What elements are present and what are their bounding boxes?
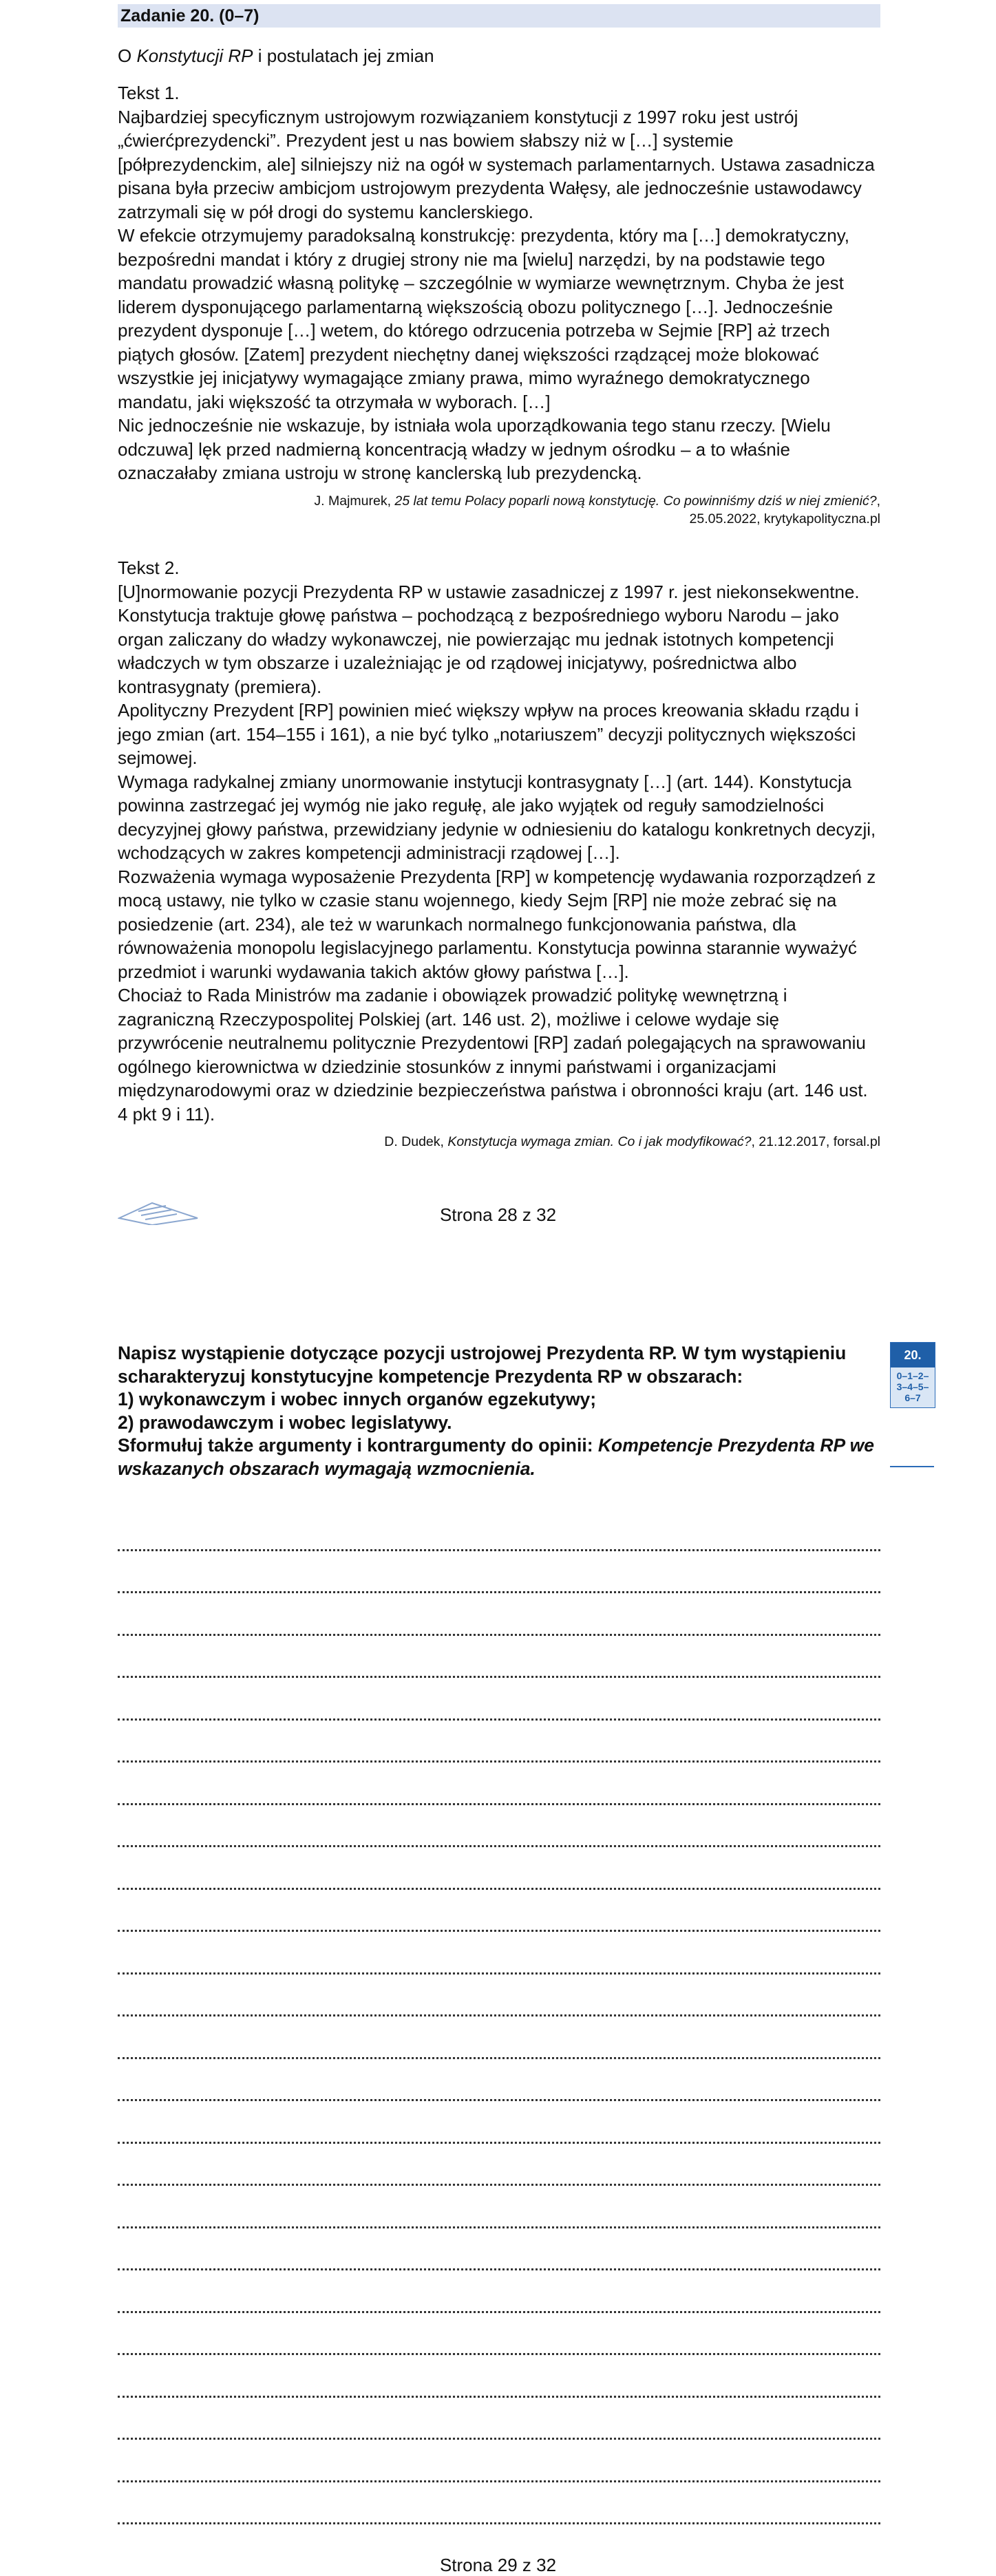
tekst-1 (118, 81, 880, 528)
answer-line[interactable] (118, 2355, 880, 2398)
subtitle-suffix: i postulatach jej zmian (253, 45, 434, 66)
answer-line[interactable] (118, 1551, 880, 1594)
answer-line[interactable] (118, 2440, 880, 2482)
tekst-2 (118, 556, 880, 1151)
tekst-2-title: Tekst 2. (118, 557, 180, 578)
answer-line[interactable] (118, 2313, 880, 2356)
answer-line[interactable] (118, 2144, 880, 2186)
page-29 (0, 1232, 996, 2575)
answer-line[interactable] (118, 2228, 880, 2271)
answer-line[interactable] (118, 2398, 880, 2440)
answer-line[interactable] (118, 2482, 880, 2525)
answer-line[interactable] (118, 1805, 880, 1848)
answer-line[interactable] (118, 1509, 880, 1551)
tekst-2-paragraph: Apolityczny Prezydent [RP] powinien mieć większy wpływ na proces kreowania składu rządu i jego zmian (art. 154–155 i 161), a nie być tylko „notariuszem” decyzji politycznych większości sejmowej. (118, 700, 859, 768)
score-points-row: 3–4–5– (896, 1381, 929, 1392)
answer-line[interactable] (118, 2059, 880, 2102)
instruction-prefix: Sformułuj także argumenty i kontrargumenty do opinii: (118, 1435, 598, 1456)
tekst-1-paragraph: Najbardziej specyficznym ustrojowym rozwiązaniem konstytucji z 1997 roku jest ustrój „ćwierćprezydencki”. Prezydent jest u nas bowiem słabszy niż w […] systemie [półprezydenckim, ale] silniejszy niż na ogół w systemach parlamentarnych. Ustawa zasadnicza pisana była przeciw ambicjom ustrojowym prezydenta Wałęsy, ale jednocześnie ustawodawcy zatrzymali się w pół drogi do systemu kanclerskiego. (118, 106, 875, 222)
source-title: Konstytucja wymaga zmian. Co i jak modyfikować? (447, 1134, 752, 1149)
answer-line[interactable] (118, 1678, 880, 1721)
answer-line[interactable] (118, 1932, 880, 1974)
answer-line[interactable] (118, 1763, 880, 1805)
answer-line[interactable] (118, 2270, 880, 2313)
subtitle-prefix: O (118, 45, 137, 66)
tekst-1-source (118, 492, 880, 528)
answer-area[interactable] (118, 1509, 880, 2524)
source-date: 25.05.2022, krytykapolityczna.pl (689, 511, 880, 526)
page-28 (0, 0, 996, 1232)
source-rest: , 21.12.2017, forsal.pl (751, 1134, 880, 1149)
instruction-line: 1) wykonawczym i wobec innych organów egzekutywy; (118, 1389, 597, 1409)
answer-line[interactable] (118, 1721, 880, 1763)
tekst-2-paragraph: Wymaga radykalnej zmiany unormowanie instytucji kontrasygnaty […] (art. 144). Konstytucja powinna zastrzegać jej wymóg nie jako regułę, ale jako wyjątek od reguły samodzielności decyzyjnej głowy państwa, przewidziany jedynie w odniesieniu do katalogu konkretnych decyzji, wchodzących w zakres kompetencji administracji rządowej […]. (118, 771, 876, 863)
subtitle-italic: Konstytucji RP (136, 45, 253, 66)
page-number: Strona 29 z 32 (439, 2555, 557, 2575)
instruction-line (118, 1434, 889, 1480)
answer-line[interactable] (118, 2101, 880, 2144)
tekst-1-title: Tekst 1. (118, 83, 180, 103)
instruction-opinion: Kompetencje Prezydenta RP we wskazanych obszarach wymagają wzmocnienia. (118, 1435, 874, 1479)
tekst-1-paragraph: W efekcie otrzymujemy paradoksalną konstrukcję: prezydenta, który ma […] demokratyczny, bezpośredni mandat i który z drugiej strony nie ma [wielu] narzędzi, by na podstawie tego mandatu prowadzić własną politykę – szczególnie w wymiarze wewnętrznym. Chyba że jest liderem dysponującego parlamentarną większością obozu politycznego […]. Jednocześnie prezydent dysponuje […] wetem, do którego odrzucenia potrzeba w Sejmie [RP] aż trzech piątych głosów. [Zatem] prezydent niechętny danej większości rządzącej może blokować wszystkie jej inicjatywy wymagające zmiany prawa, mimo wyraźnego demokratycznego mandatu, jaki większość ta otrzymała w wyborach. […] (118, 225, 850, 412)
score-divider (890, 1466, 934, 1467)
answer-line[interactable] (118, 1593, 880, 1636)
tekst-2-source (118, 1133, 880, 1151)
task-header: Zadanie 20. (0–7) (118, 4, 880, 28)
instruction-line: 2) prawodawczym i wobec legislatywy. (118, 1412, 452, 1433)
score-points-row: 6–7 (904, 1392, 921, 1403)
tekst-1-paragraph: Nic jednocześnie nie wskazuje, by istniała wola uporządkowania tego stanu rzeczy. [Wielu odczuwa] lęk przed nadmierną koncentracją władzy w jednym ośrodku – a to właśnie oznaczałaby zmiana ustroju w stronę kanclerską lub prezydencką. (118, 415, 831, 483)
answer-line[interactable] (118, 1847, 880, 1890)
tekst-2-paragraph: [U]normowanie pozycji Prezydenta RP w ustawie zasadniczej z 1997 r. jest niekonsekwentne. Konstytucja traktuje głowę państwa – pochodzącą z bezpośredniego wyboru Narodu – jako organ zaliczany do władzy wykonawczej, nie powierzając mu jednak istotnych kompetencji władczych w tym obszarze i uzależniając je od rządowej inicjatywy, pośrednictwa albo kontrasygnaty (premiera). (118, 581, 860, 697)
answer-line[interactable] (118, 1974, 880, 2017)
source-rest: , (876, 493, 880, 509)
answer-line[interactable] (118, 1890, 880, 1933)
page-number: Strona 28 z 32 (439, 1204, 557, 1225)
score-points (891, 1367, 935, 1407)
answer-line[interactable] (118, 1636, 880, 1679)
score-points-row: 0–1–2– (896, 1370, 929, 1381)
score-box (890, 1342, 935, 1408)
source-title: 25 lat temu Polacy poparli nową konstytucję. Co powinniśmy dziś w niej zmienić? (394, 493, 877, 509)
task-subtitle (118, 45, 880, 67)
source-author: D. Dudek, (384, 1134, 448, 1149)
answer-line[interactable] (118, 2186, 880, 2228)
tekst-2-paragraph: Rozważenia wymaga wyposażenie Prezydenta [RP] w kompetencję wydawania rozporządzeń z mocą ustawy, nie tylko w czasie stanu wojennego, kiedy Sejm [RP] nie może zebrać się na posiedzenie (art. 234), ale też w warunkach normalnego funkcjonowania państwa, dla równoważenia monopolu legislacyjnego parlamentu. Konstytucja powinna starannie wyważyć przedmiot i warunki wydawania takich aktów głowy państwa […]. (118, 866, 876, 982)
score-task-number: 20. (891, 1343, 935, 1367)
tekst-2-paragraph: Chociaż to Rada Ministrów ma zadanie i obowiązek prowadzić politykę wewnętrzną i zagraniczną Rzeczypospolitej Polskiej (art. 146 ust. 2), możliwe i celowe wydaje się przywrócenie neutralnemu politycznie Prezydentowi [RP] zadań polegających na sprawowaniu ogólnego kierownictwa w dziedzinie stosunków z innymi państwami i organizacjami międzynarodowymi oraz w dziedzinie bezpieczeństwa państwa i obronności kraju (art. 146 ust. 4 pkt 9 i 11). (118, 985, 868, 1125)
answer-line[interactable] (118, 2016, 880, 2059)
source-author: J. Majmurek, (314, 493, 395, 509)
instruction-line: Napisz wystąpienie dotyczące pozycji ustrojowej Prezydenta RP. W tym wystąpieniu scharakteryzuj konstytucyjne kompetencje Prezydenta RP w obszarach: (118, 1343, 847, 1387)
task-instruction (118, 1342, 889, 1480)
